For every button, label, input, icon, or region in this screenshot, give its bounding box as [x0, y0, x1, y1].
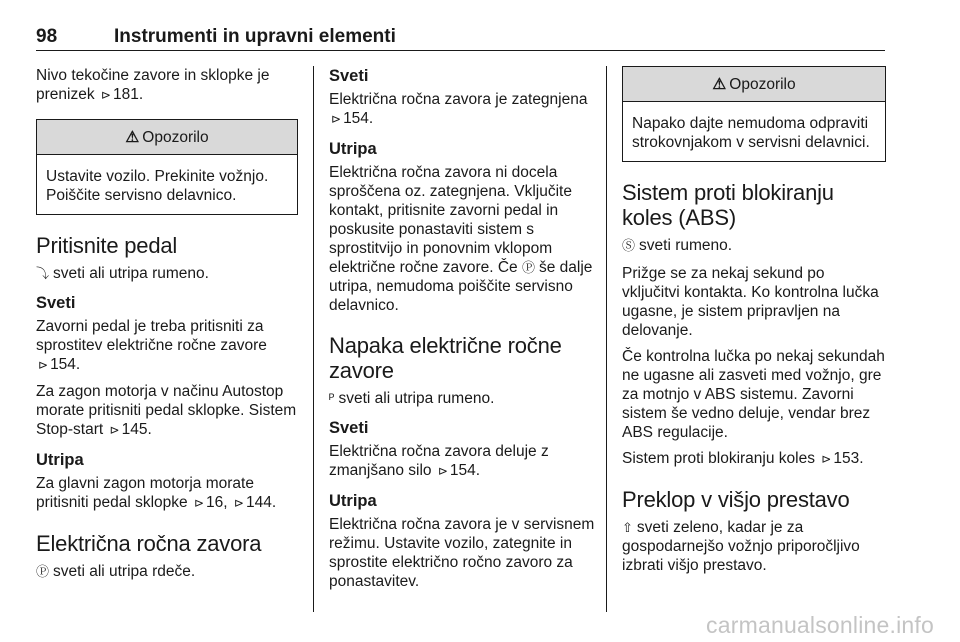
column-1 — [36, 66, 298, 590]
section-heading-abs: Sistem proti blokiranju koles (ABS) — [622, 180, 834, 230]
sveti-paragraph: Zavorni pedal je treba pritisniti za sprostitev električne ročne zavore ⊳ 154. — [36, 318, 267, 373]
reference-arrow-icon: ⊳ — [38, 358, 49, 372]
clutch-pedal-icon: ⤵ — [36, 266, 50, 281]
subheading-utripa: Utripa — [329, 140, 377, 158]
section-heading-upshift: Preklop v višjo prestavo — [622, 487, 850, 512]
reference-arrow-icon: ⊳ — [100, 88, 111, 102]
pedal-indicator-line: ⤵ sveti ali utripa rumeno. — [36, 265, 209, 282]
warning-title: Opozorilo — [142, 128, 209, 146]
abs-paragraph-1: Prižge se za nekaj sekund po vključitvi kontakta. Ko kontrolna lučka ugasne, je sistem pripravljen na delovanje. — [622, 265, 879, 339]
column-divider-1 — [313, 66, 314, 612]
page-ref-link[interactable]: 145. — [121, 421, 152, 438]
page-header — [36, 20, 885, 51]
reference-arrow-icon: ⊳ — [821, 452, 832, 466]
brake-fault-indicator-line: ᴾ sveti ali utripa rumeno. — [329, 390, 495, 407]
utripa2-paragraph: Električna ročna zavora je v servisnem režimu. Ustavite vozilo, zategnite in sprostite električno ročno zavoro za ponastavitev. — [329, 516, 595, 590]
watermark: carmanualsonline.info — [706, 612, 934, 638]
reference-arrow-icon: ⊳ — [437, 464, 448, 478]
page-ref-link[interactable]: 153. — [833, 450, 864, 467]
subheading-sveti: Sveti — [329, 419, 369, 437]
abs-paragraph-2: Če kontrolna lučka po nekaj sekundah ne ugasne ali zasveti med vožnjo, gre za motnjo v ABS sistemu. Zavorni sistem še vedno deluje, vendar brez ABS regulacije. — [622, 348, 885, 441]
page-ref-link[interactable]: 181. — [112, 86, 144, 103]
column-2 — [329, 66, 595, 600]
page-ref-link[interactable]: 144. — [245, 494, 277, 511]
warning-header — [37, 120, 297, 155]
abs-paragraph-3: Sistem proti blokiranju koles ⊳ 153. — [622, 450, 864, 467]
subheading-sveti: Sveti — [329, 67, 369, 85]
warning-body: Ustavite vozilo. Prekinite vožnjo. Poiščite servisno delavnico. — [46, 168, 269, 204]
page-number: 98 — [36, 26, 58, 47]
section-heading-pedal: Pritisnite pedal — [36, 233, 178, 258]
subheading-utripa: Utripa — [36, 451, 84, 469]
utripa-paragraph: Električna ročna zavora ni docela sproščena oz. zategnjena. Vključite kontakt, pritisnite zavorni pedal in poskusite ponastaviti sistem s sprostitvijo in ponovnim vklopom električne ročne zavore. Če Ⓟ še dalje utripa, nemudoma poiščite servisno delavnico. — [329, 164, 593, 314]
reference-arrow-icon: ⊳ — [331, 112, 342, 126]
running-title: Instrumenti in upravni elementi — [114, 26, 396, 47]
parking-brake-icon: Ⓟ — [36, 564, 50, 579]
warning-triangle-icon: ⚠ — [125, 128, 140, 146]
column-3 — [622, 66, 886, 584]
reference-arrow-icon: ⊳ — [233, 496, 244, 510]
warning-box — [36, 119, 298, 215]
warning-body: Napako dajte nemudoma odpraviti strokovnjakom v servisni delavnici. — [632, 115, 870, 151]
column-divider-2 — [606, 66, 607, 612]
abs-icon: Ⓢ — [622, 238, 636, 253]
abs-indicator-line: Ⓢ sveti rumeno. — [622, 237, 733, 254]
subheading-utripa: Utripa — [329, 492, 377, 510]
autostop-paragraph: Za zagon motorja v načinu Autostop morate pritisniti pedal sklopke. Sistem Stop-start ⊳ 145. — [36, 383, 297, 438]
reference-arrow-icon: ⊳ — [109, 423, 120, 437]
section-heading-parking-brake: Električna ročna zavora — [36, 531, 262, 556]
page-ref-link[interactable]: 154. — [449, 462, 481, 479]
parking-brake-icon: Ⓟ — [521, 260, 535, 275]
section-heading-brake-fault: Napaka električne ročne zavore — [329, 333, 562, 383]
sveti-paragraph: Električna ročna zavora je zategnjena ⊳ 154. — [329, 91, 588, 127]
page-ref-link[interactable]: 16, — [206, 494, 228, 511]
warning-header — [623, 67, 885, 102]
warning-title: Opozorilo — [729, 75, 796, 93]
subheading-sveti: Sveti — [36, 294, 76, 312]
intro-paragraph: Nivo tekočine zavore in sklopke je prenizek ⊳ 181. — [36, 67, 270, 103]
parking-brake-indicator-line: Ⓟ sveti ali utripa rdeče. — [36, 563, 196, 580]
page-ref-link[interactable]: 154. — [343, 110, 374, 127]
sveti2-paragraph: Električna ročna zavora deluje z zmanjšano silo ⊳ 154. — [329, 443, 549, 479]
reference-arrow-icon: ⊳ — [193, 496, 205, 510]
upshift-paragraph: ⇧ sveti zeleno, kadar je za gospodarnejšo vožnjo priporočljivo izbrati višjo prestavo. — [622, 519, 860, 574]
warning-box — [622, 66, 886, 162]
warning-triangle-icon: ⚠ — [712, 75, 727, 93]
page-ref-link[interactable]: 154. — [50, 356, 81, 373]
utripa-paragraph: Za glavni zagon motorja morate pritisniti pedal sklopke ⊳ 16, ⊳ 144. — [36, 475, 277, 511]
upshift-arrow-icon: ⇧ — [622, 520, 633, 535]
brake-fault-icon: ᴾ — [329, 391, 335, 406]
